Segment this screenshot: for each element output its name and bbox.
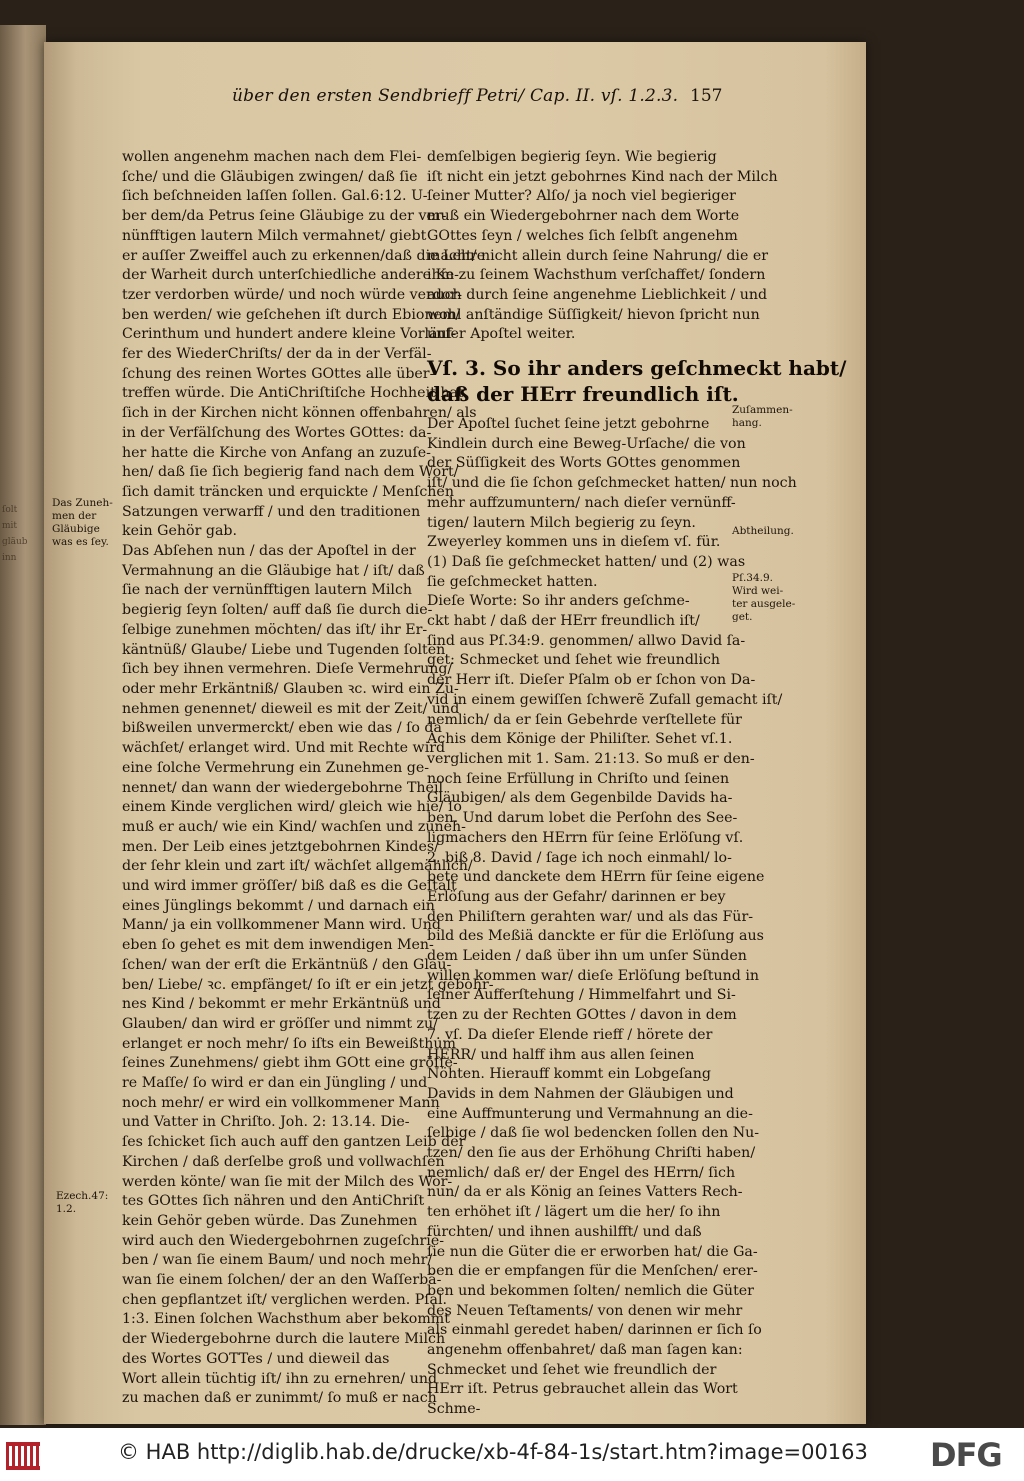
text-line: ſelbige zunehmen möchten/ das iſt/ ihr Er- — [122, 621, 428, 638]
text-line: (1) Daß ſie geſchmecket hatten/ und (2) was — [427, 553, 746, 570]
text-line: erlanget er noch mehr/ ſo iſts ein Beweißthum — [122, 1035, 456, 1052]
running-header: über den ersten Sendbrieff Petri/ Cap. II. vſ. 1.2.3. — [232, 86, 679, 106]
text-line: einem Kinde verglichen wird/ gleich wie hie/ ſo — [122, 799, 462, 816]
text-line: Schme- — [427, 1401, 481, 1418]
text-line: kein Gehör geben würde. Das Zunehmen — [122, 1212, 418, 1229]
text-line: ſich damit träncken und erquickte / Menſchen — [122, 483, 454, 500]
text-line: dem Leiden / daß über ihn um unſer Sünden — [427, 948, 747, 965]
margin-note-zusammenhang — [732, 404, 793, 430]
text-line: eine ſolche Vermehrung ein Zunehmen ge- — [122, 759, 430, 776]
text-line: Gläubigen/ als dem Gegenbilde Davids ha- — [427, 790, 733, 807]
text-line: Achis dem Könige der Philiſter. Sehet vſ.1. — [427, 731, 733, 748]
text-line: willen kommen war/ dieſe Erlöſung beſtund in — [427, 967, 760, 984]
text-line: Glauben/ dan wird er gröſſer und nimmt zu/ — [122, 1015, 438, 1032]
text-line: kein Gehör gab. — [122, 523, 238, 540]
text-line: muß ein Wiedergebohrner nach dem Worte — [427, 208, 740, 225]
text-line: ſie nun die Güter die er erworben hat/ die Ga- — [427, 1243, 758, 1260]
text-line: mehr auffzumuntern/ nach dieſer vernünff- — [427, 494, 736, 511]
margin-note-psalm-ref — [732, 572, 795, 624]
text-line: ben die er empfangen für die Menſchen/ erer- — [427, 1263, 758, 1280]
margin-note-line: Das Zuneh- — [52, 497, 113, 509]
text-line: eines Jünglings bekommt / und darnach ein — [122, 897, 435, 914]
text-line: ſich beſchneiden laſſen ſollen. Gal.6:12. U- — [122, 188, 428, 205]
text-line: des Wortes GOTTes / und dieweil das — [122, 1350, 390, 1367]
text-line: Kirchen / daß derſelbe groß und vollwachſen — [122, 1153, 445, 1170]
text-line: wird auch den Wiedergebohrnen zugeſchrie- — [122, 1232, 445, 1249]
text-line: unſer Apoſtel weiter. — [427, 326, 576, 343]
margin-note-line: hang. — [732, 417, 762, 429]
text-line: ben. Und darum lobet die Perſohn des See- — [427, 810, 738, 827]
text-line: der Süſſigkeit des Worts GOttes genommen — [427, 455, 741, 472]
text-line: auch durch ſeine angenehme Lieblichkeit / und — [427, 286, 768, 303]
margin-note-line: men der — [52, 510, 97, 522]
text-line: ben / wan ſie einem Baum/ und noch mehr/ — [122, 1252, 433, 1269]
text-line: der Warheit durch unterſchiedliche andere Ke- — [122, 267, 459, 284]
text-line: als einmahl geredet haben/ darinnen er ſich ſo — [427, 1322, 762, 1339]
text-line: ckt habt / daß der HErr freundlich iſt/ — [427, 613, 700, 630]
text-line: tzen zu der Rechten GOttes / davon in dem — [427, 1007, 737, 1024]
margin-note-zunehmen — [52, 497, 113, 549]
margin-note-line: Zuſammen- — [732, 404, 793, 416]
margin-note-line: Ezech.47: — [56, 1190, 109, 1202]
text-line: 7. vſ. Da dieſer Elende rieff / hörete der — [427, 1026, 713, 1043]
text-line: noch ſeine Erfüllung in Chriſto und ſeinen — [427, 770, 730, 787]
text-line: tes GOttes ſich nähren und den AntiChriſt — [122, 1193, 425, 1210]
text-line: Schmecket und ſehet wie freundlich der — [427, 1361, 717, 1378]
text-line: fer des WiederChriſts/ der da in der Verfäl- — [122, 346, 432, 363]
text-line: Wort allein tüchtig iſt/ ihn zu ernehren/ und — [122, 1370, 438, 1387]
prev-margin-fragment: ſolt — [2, 505, 18, 515]
text-line: tigen/ lautern Milch begierig zu ſeyn. — [427, 514, 696, 531]
text-line: re Maſſe/ ſo wird er dan ein Jüngling / und — [122, 1075, 428, 1092]
margin-note-line: get. — [732, 611, 753, 623]
previous-page-edge — [0, 25, 46, 1425]
text-line: Cerinthum und hundert andere kleine Vorläuf- — [122, 326, 457, 343]
text-line: 2. biß 8. David / ſage ich noch einmahl/ lo- — [427, 849, 732, 866]
footer-bar — [0, 1428, 1024, 1481]
text-line: ſich bey ihnen vermehren. Dieſe Vermehrung/ — [122, 661, 453, 678]
text-line: ſche/ und die Gläubigen zwingen/ daß ſie — [122, 168, 418, 185]
margin-note-line: ter ausgele- — [732, 598, 796, 610]
text-line: zu machen daß er zunimmt/ ſo muß er nach — [122, 1390, 437, 1407]
text-line: ſich in der Kirchen nicht können offenbahren/ als — [122, 405, 477, 422]
spacer — [427, 407, 727, 415]
text-line: HErr iſt. Petrus gebrauchet allein das Wort — [427, 1381, 738, 1398]
text-line: angenehm offenbahret/ daß man ſagen kan: — [427, 1342, 743, 1359]
text-line: bete und danckete dem HErrn für ſeine eigene — [427, 869, 765, 886]
text-line: ſeiner Aufferſtehung / Himmelfahrt und Si- — [427, 987, 736, 1004]
text-line: men. Der Leib eines jetztgebohrnen Kindes/ — [122, 838, 439, 855]
prev-margin-fragment: mit — [2, 521, 18, 531]
text-line: der ſehr klein und zart iſt/ wächſet allgemählich/ — [122, 858, 473, 875]
text-line: bild des Meßiä danckte er für die Erlöſung aus — [427, 928, 764, 945]
library-logo-icon — [6, 1442, 40, 1470]
text-line: tzen/ den ſie aus der Erhöhung Chriſti haben/ — [427, 1145, 756, 1162]
text-line: nes Kind / bekommt er mehr Erkäntnüß und — [122, 996, 441, 1013]
text-line: hen/ daß ſie ſich begierig fand nach dem Wort/ — [122, 464, 459, 481]
text-line: noch mehr/ er wird ein vollkommener Mann — [122, 1094, 440, 1111]
margin-note-line: Abtheilung. — [732, 525, 794, 537]
text-line: Erlöſung aus der Gefahr/ darinnen er bey — [427, 888, 726, 905]
prev-margin-fragment: inn — [2, 553, 17, 563]
verse-heading: daß der HErr freundlich iſt. — [427, 382, 739, 407]
text-line: wollen angenehm machen nach dem Flei- — [122, 149, 422, 165]
text-line: ten erhöhet iſt / lägert um die her/ ſo ihn — [427, 1204, 721, 1221]
margin-note-line: Gläubige — [52, 523, 100, 535]
text-line: her hatte die Kirche von Anfang an zuzuſe- — [122, 444, 431, 461]
copyright-url-link[interactable]: © HAB http://diglib.hab.de/drucke/xb-4f-84-1s/start.htm?image=00163 — [118, 1440, 868, 1464]
text-line: ſeines Zunehmens/ giebt ihm GOtt eine gröſſe- — [122, 1055, 458, 1072]
text-line: Davids in dem Nahmen der Gläubigen und — [427, 1085, 734, 1102]
text-line: ſelbige / daß ſie wol bedencken ſollen den Nu- — [427, 1125, 760, 1142]
text-line: tzer verdorben würde/ und noch würde verdor- — [122, 286, 463, 303]
text-line: eine Auffmunterung und Vermahnung an die- — [427, 1105, 753, 1122]
margin-note-abtheilung — [732, 525, 794, 538]
margin-note-line: was es ſey. — [52, 536, 109, 548]
text-line: Zweyerley kommen uns in dieſem vſ. für. — [427, 534, 721, 551]
text-line: wohl anſtändige Süſſigkeit/ hievon ſpricht nun — [427, 306, 760, 323]
margin-note-line: Pſ.34.9. — [732, 572, 774, 584]
text-line: chen gepflantzet iſt/ verglichen werden. Pſal. — [122, 1291, 448, 1308]
text-line: iſt nicht ein jetzt gebohrnes Kind nach der Milch — [427, 168, 778, 185]
text-line: nemlich/ daß er/ der Engel des HErrn/ ſich — [427, 1164, 736, 1181]
left-text-column — [122, 148, 494, 1409]
text-line: und wird immer gröſſer/ biß daß es die Geſtalt — [122, 878, 457, 895]
text-line: ſchung des reinen Wortes GOttes alle über- — [122, 365, 435, 382]
text-line: nemlich/ da er ſein Gebehrde verſtellete für — [427, 711, 742, 728]
text-line: nünfftigen lautern Milch vermahnet/ giebt — [122, 227, 427, 244]
text-line: Kindlein durch eine Beweg-Urſache/ die von — [427, 435, 746, 452]
text-line: oder mehr Erkäntniß/ Glauben ꝛc. wird ein Zu- — [122, 680, 459, 697]
text-line: er auſſer Zweiffel auch zu erkennen/daß die Lehre — [122, 247, 486, 264]
text-line: wan ſie einem ſolchen/ der an den Waſſerbä- — [122, 1272, 442, 1289]
text-line: ben/ Liebe/ ꝛc. empfänget/ ſo iſt er ein jetzt gebohr- — [122, 976, 494, 993]
text-line: bißweilen unvermerckt/ eben wie das / ſo da — [122, 720, 442, 737]
text-line: der Herr iſt. Dieſer Pſalm ob er ſchon von Da- — [427, 672, 756, 689]
margin-note-line: 1.2. — [56, 1203, 77, 1215]
text-line: Das Abſehen nun / das der Apoſtel in der — [122, 543, 416, 560]
text-line: begierig ſeyn ſolten/ auff daß ſie durch die- — [122, 602, 433, 619]
text-line: ihm zu ſeinem Wachsthum verſchaffet/ ſondern — [427, 267, 766, 284]
margin-note-line: Wird wei- — [732, 585, 784, 597]
text-line: ſeiner Mutter? Alſo/ ja noch viel begieriger — [427, 188, 736, 205]
text-line: vid in einem gewiſſen ſchwerẽ Zufall gemacht iſt/ — [427, 691, 783, 708]
text-line: ben und bekommen ſolten/ nemlich die Güter — [427, 1282, 754, 1299]
text-line: 1:3. Einen ſolchen Wachsthum aber bekommt — [122, 1311, 450, 1328]
text-line: und Vatter in Chriſto. Joh. 2: 13.14. Die- — [122, 1114, 410, 1131]
text-line: get: Schmecket und ſehet wie freundlich — [427, 652, 721, 669]
margin-note-ezech — [56, 1190, 108, 1216]
text-line: ſie geſchmecket hatten. — [427, 573, 598, 590]
text-line: ſind aus Pſ.34:9. genommen/ allwo David ſa- — [427, 632, 746, 649]
text-line: nun/ da er als König an ſeines Vatters Rech- — [427, 1184, 743, 1201]
spacer — [427, 345, 727, 355]
dfg-logo: DFG — [930, 1436, 1002, 1474]
text-line: ber dem/da Petrus ſeine Gläubige zu der ver- — [122, 208, 447, 225]
text-line: muß er auch/ wie ein Kind/ wachſen und zuneh- — [122, 818, 466, 835]
text-line: verglichen mit 1. Sam. 21:13. So muß er den- — [427, 750, 755, 767]
text-line: ſie nach der vernünfftigen lautern Milch — [122, 582, 413, 599]
text-line: nehmen genennet/ dieweil es mit der Zeit/ und — [122, 700, 460, 717]
text-line: macht/ nicht allein durch ſeine Nahrung/ die er — [427, 247, 769, 264]
text-line: Vermahnung an die Gläubige hat / iſt/ daß — [122, 562, 425, 579]
text-line: den Philiſtern gerahten war/ und als das Für- — [427, 908, 754, 925]
verse-heading: Vſ. 3. So ihr anders geſchmeckt habt/ — [427, 356, 847, 381]
text-line: Dieſe Worte: So ihr anders geſchme- — [427, 593, 690, 610]
text-line: Nöhten. Hierauff kommt ein Lobgeſang — [427, 1066, 711, 1083]
text-line: nennet/ dan wann der wiedergebohrne Theil — [122, 779, 444, 796]
text-line: des Neuen Teſtaments/ von denen wir mehr — [427, 1302, 743, 1319]
text-line: werden könte/ wan ſie mit der Milch des Wor- — [122, 1173, 453, 1190]
prev-margin-fragment: gläub — [2, 537, 28, 547]
text-line: HERR/ und halff ihm aus allen ſeinen — [427, 1046, 695, 1063]
text-line: iſt/ und die ſie ſchon geſchmecket hatten/ nun noch — [427, 475, 797, 492]
text-line: demſelbigen begierig ſeyn. Wie begierig — [427, 149, 717, 165]
text-line: Satzungen verwarff / und den traditionen — [122, 503, 421, 520]
text-line: fürchten/ und ihnen aushilfft/ und daß — [427, 1223, 702, 1240]
page-number: 157 — [690, 86, 723, 106]
text-line: Der Apoſtel ſuchet ſeine jetzt gebohrne — [427, 416, 710, 433]
text-line: eben ſo gehet es mit dem inwendigen Men- — [122, 937, 434, 954]
text-line: wächſet/ erlanget wird. Und mit Rechte wird — [122, 740, 446, 757]
text-line: ſes ſchicket ſich auch auff den gantzen Leib der — [122, 1134, 466, 1151]
text-line: treffen würde. Die AntiChriſtiſche Hochheit hat — [122, 385, 464, 402]
text-line: in der Verfälſchung des Wortes GOttes: da- — [122, 424, 432, 441]
text-line: ſchen/ wan der erſt die Erkäntnüß / den Glau- — [122, 956, 452, 973]
text-line: der Wiedergebohrne durch die lautere Milch — [122, 1331, 446, 1348]
text-line: ligmachers den HErrn für ſeine Erlöſung vſ. — [427, 829, 744, 846]
text-line: Mann/ ja ein vollkommener Mann wird. Und — [122, 917, 441, 934]
text-line: GOttes ſeyn / welches ſich ſelbſt angenehm — [427, 227, 738, 244]
text-line: ben werden/ wie geſchehen iſt durch Ebionem/ — [122, 306, 461, 323]
text-line: käntnüß/ Glaube/ Liebe und Tugenden ſolten — [122, 641, 446, 658]
